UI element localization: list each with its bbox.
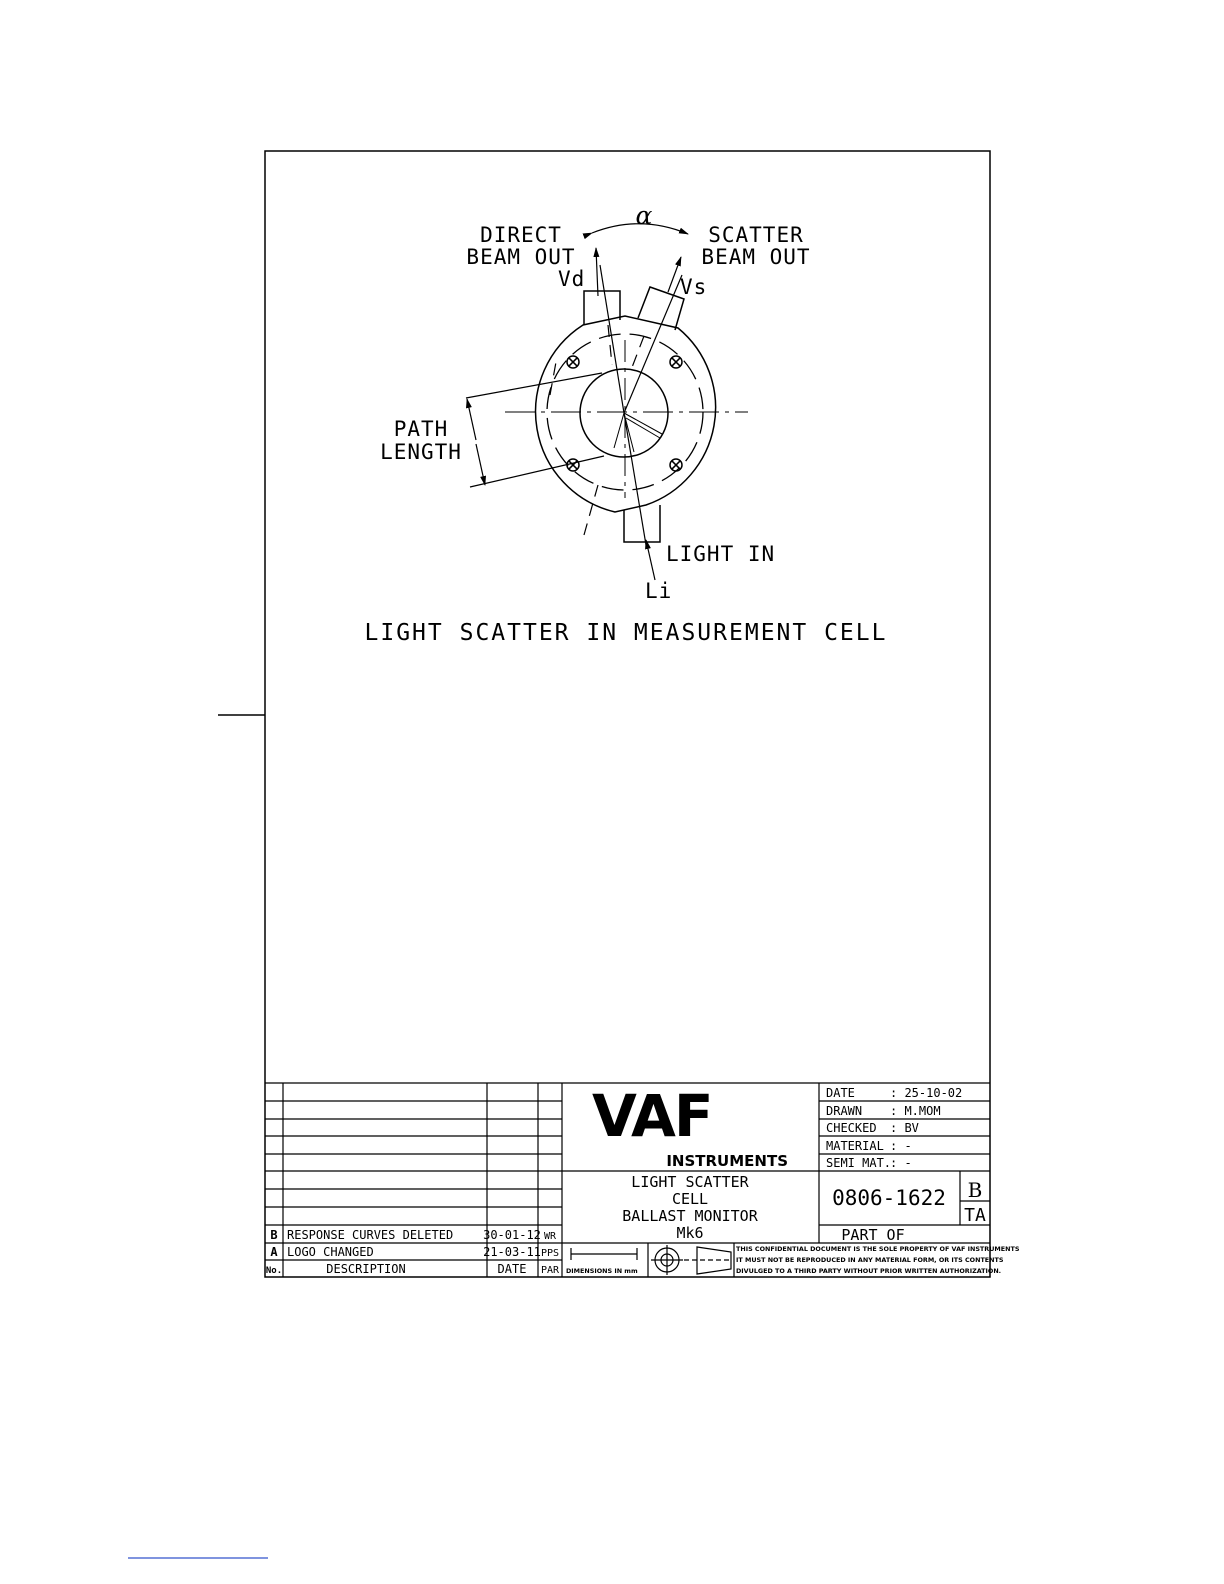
rev-a-description: LOGO CHANGED — [287, 1245, 374, 1259]
ray-3 — [624, 413, 662, 434]
drawing-number: 0806-1622 — [832, 1186, 946, 1210]
drawing-title-line-4: Mk6 — [676, 1224, 704, 1242]
ray-4 — [626, 418, 660, 438]
direct-beam-dash — [608, 325, 612, 365]
scatter-beam-label-1: SCATTER — [708, 223, 804, 247]
info-date-value: : 25-10-02 — [890, 1086, 963, 1100]
rev-b-par: WR — [543, 1231, 557, 1242]
info-drawn-value: : M.MOM — [890, 1104, 941, 1118]
vs-label: Vs — [680, 275, 708, 299]
light-in-label: LIGHT IN — [666, 542, 776, 566]
info-material-value: : - — [890, 1139, 912, 1153]
direct-beam-port — [584, 291, 620, 325]
confidential-line-3: DIVULGED TO A THIRD PARTY WITHOUT PRIOR WRITTEN AUTHORIZATION. — [736, 1267, 1002, 1275]
path-length-arrow-down — [476, 444, 485, 485]
info-checked-value: : BV — [890, 1121, 919, 1135]
header-par: PAR — [540, 1265, 560, 1276]
bolt-top-left — [567, 356, 579, 368]
scatter-beam-path — [624, 275, 682, 413]
drawing-title-line-3: BALLAST MONITOR — [622, 1207, 758, 1225]
path-length-extension-top — [466, 373, 602, 398]
direct-beam-arrow — [596, 248, 598, 296]
scatter-beam-label-2: BEAM OUT — [701, 245, 811, 269]
direct-beam-label-2: BEAM OUT — [466, 245, 576, 269]
path-length-arrow-up — [467, 399, 476, 440]
info-date-label: DATE — [826, 1086, 855, 1100]
bolt-top-right — [670, 356, 682, 368]
sheet-size: TA — [964, 1205, 986, 1226]
header-no: No. — [265, 1266, 283, 1276]
bolt-bottom-right — [670, 459, 682, 471]
header-date: DATE — [497, 1262, 527, 1276]
drawing-title-line-1: LIGHT SCATTER — [631, 1173, 749, 1191]
rev-a-par: PPS — [540, 1248, 560, 1259]
bolt-bottom-left — [567, 459, 579, 471]
part-of-label: PART OF — [841, 1226, 905, 1244]
path-length-extension-bottom — [470, 456, 604, 487]
company-logo: VAF — [592, 1082, 712, 1150]
dimensions-note: DIMENSIONS IN mm — [566, 1267, 638, 1275]
info-material-label: MATERIAL — [826, 1139, 884, 1153]
rev-a-no: A — [270, 1245, 278, 1259]
rev-a-date: 21-03-11 — [483, 1245, 541, 1259]
info-semi-mat-value: : - — [890, 1156, 912, 1170]
confidential-line-2: IT MUST NOT BE REPRODUCED IN ANY MATERIAL FORM, OR ITS CONTENTS — [736, 1256, 1004, 1264]
rev-b-description: RESPONSE CURVES DELETED — [287, 1228, 454, 1242]
info-drawn-label: DRAWN — [826, 1104, 863, 1118]
alpha-symbol: α — [635, 201, 653, 230]
light-in-arrow — [646, 540, 655, 580]
direct-beam-path — [600, 265, 624, 413]
info-checked-label: CHECKED — [826, 1121, 877, 1135]
scatter-beam-dash — [631, 336, 644, 370]
drawing-title-line-2: CELL — [671, 1190, 709, 1208]
rev-b-no: B — [270, 1228, 278, 1242]
li-label: Li — [645, 579, 673, 603]
company-logo-sub: INSTRUMENTS — [666, 1152, 788, 1170]
direct-beam-label-1: DIRECT — [480, 223, 562, 247]
header-description: DESCRIPTION — [326, 1262, 406, 1276]
ray-1 — [614, 413, 624, 448]
vd-label: Vd — [558, 267, 586, 291]
lower-dash — [584, 485, 598, 535]
revision-letter: B — [967, 1178, 983, 1202]
path-length-label-1: PATH — [393, 417, 449, 441]
rev-b-date: 30-01-12 — [483, 1228, 541, 1242]
info-semi-mat-label: SEMI MAT. — [826, 1156, 892, 1170]
path-length-label-2: LENGTH — [380, 440, 462, 464]
light-in-path — [624, 413, 646, 545]
diagram-caption: LIGHT SCATTER IN MEASUREMENT CELL — [364, 620, 888, 646]
confidential-line-1: THIS CONFIDENTIAL DOCUMENT IS THE SOLE PROPERTY OF VAF INSTRUMENTS — [736, 1245, 1020, 1253]
